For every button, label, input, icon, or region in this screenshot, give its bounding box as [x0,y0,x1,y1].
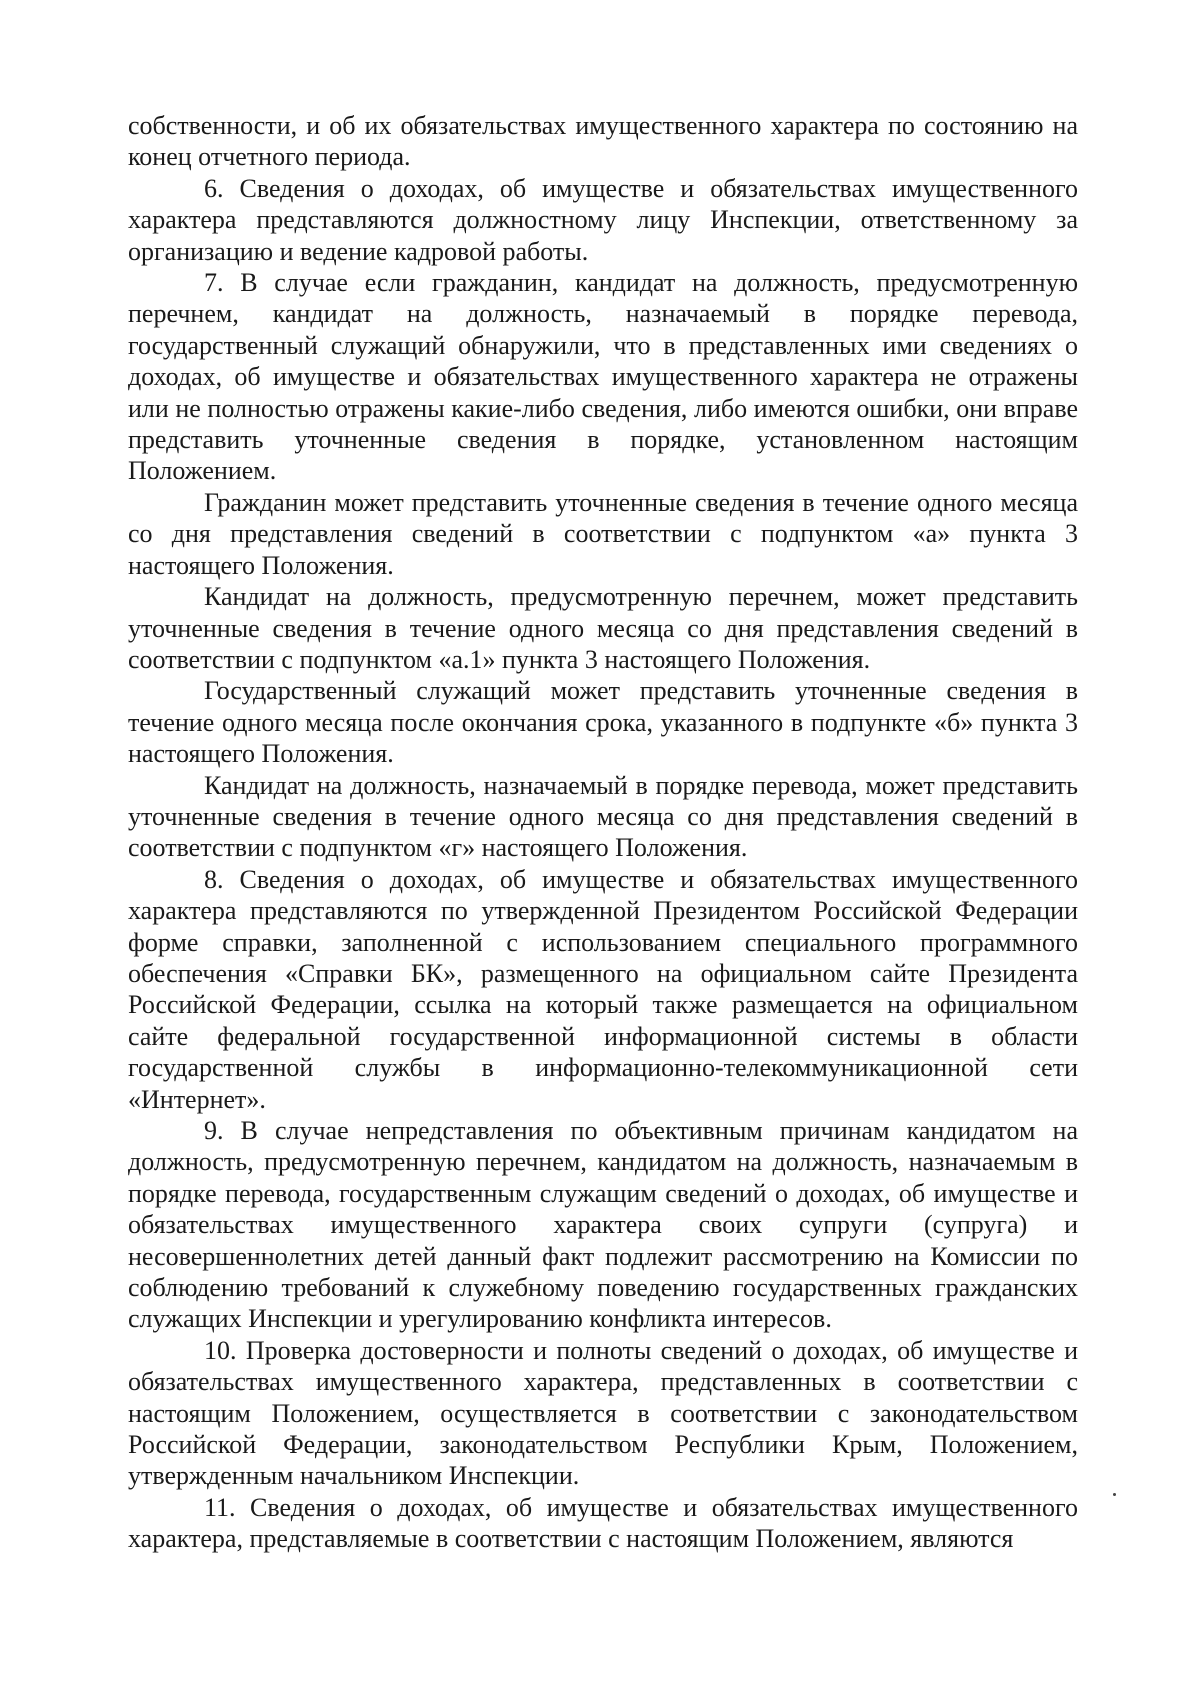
paragraph-item-6: 6. Сведения о доходах, об имуществе и обязательствах имущественного характера представляются должностному лицу Инспекции, ответственному за организацию и ведение кадровой работы. [128,173,1078,266]
paragraph-candidate: Кандидат на должность, предусмотренную перечнем, может представить уточненные сведения в течение одного месяца со дня представления сведений в соответствии с подпунктом «а.1» пункта 3 настоящего Положения. [128,582,1078,674]
paragraph-civil-servant: Государственный служащий может представить уточненные сведения в течение одного месяца после окончания срока, указанного в подпункте «б» пункта 3 настоящего Положения. [128,676,1078,769]
paragraph-item-11: 11. Сведения о доходах, об имуществе и обязательствах имущественного характера, представляемые в соответствии с настоящим Положением, являются [128,1492,1078,1554]
paragraph-item-8: 8. Сведения о доходах, об имуществе и обязательствах имущественного характера представляются по утвержденной Президентом Российской Федерации форме справки, заполненной с использованием специального программного обеспечения «Справки БК», размещенного на официальном сайте Президента Российской Федерации, ссылка на который также размещается на официальном сайте федеральной государственной информационной системы в области государственной службы в информационно-телекоммуникационной сети «Интернет». [128,864,1078,1114]
paragraph-item-7: 7. В случае если гражданин, кандидат на должность, предусмотренную перечнем, кандидат на должность, назначаемый в порядке перевода, государственный служащий обнаружили, что в представленных ими сведениях о доходах, об имуществе и обязательствах имущественного характера не отражены или не полностью отражены какие-либо сведения, либо имеются ошибки, они вправе представить уточненные сведения в порядке, установленном настоящим Положением. [128,268,1078,486]
paragraph-item-10: 10. Проверка достоверности и полноты сведений о доходах, об имуществе и обязательствах имущественного характера, представленных в соответствии с настоящим Положением, осуществляется в соответствии с законодательством Российской Федерации, законодательством Республики Крым, Положением, утвержденным начальником Инспекции. [128,1335,1078,1491]
document-body [128,110,1078,1555]
scan-speck [1113,1493,1116,1496]
paragraph-item-9: 9. В случае непредставления по объективным причинам кандидатом на должность, предусмотренную перечнем, кандидатом на должность, назначаемым в порядке перевода, государственным служащим сведений о доходах, об имуществе и обязательствах имущественного характера своих супруги (супруга) и несовершеннолетних детей данный факт подлежит рассмотрению на Комиссии по соблюдению требований к служебному поведению государственных гражданских служащих Инспекции и урегулированию конфликта интересов. [128,1116,1078,1334]
paragraph-continuation: собственности, и об их обязательствах имущественного характера по состоянию на конец отчетного периода. [128,111,1078,172]
paragraph-citizen: Гражданин может представить уточненные сведения в течение одного месяца со дня представления сведений в соответствии с подпунктом «а» пункта 3 настоящего Положения. [128,487,1078,580]
paragraph-candidate-transfer: Кандидат на должность, назначаемый в порядке перевода, может представить уточненные сведения в течение одного месяца со дня представления сведений в соответствии с подпунктом «г» настоящего Положения. [128,770,1078,863]
